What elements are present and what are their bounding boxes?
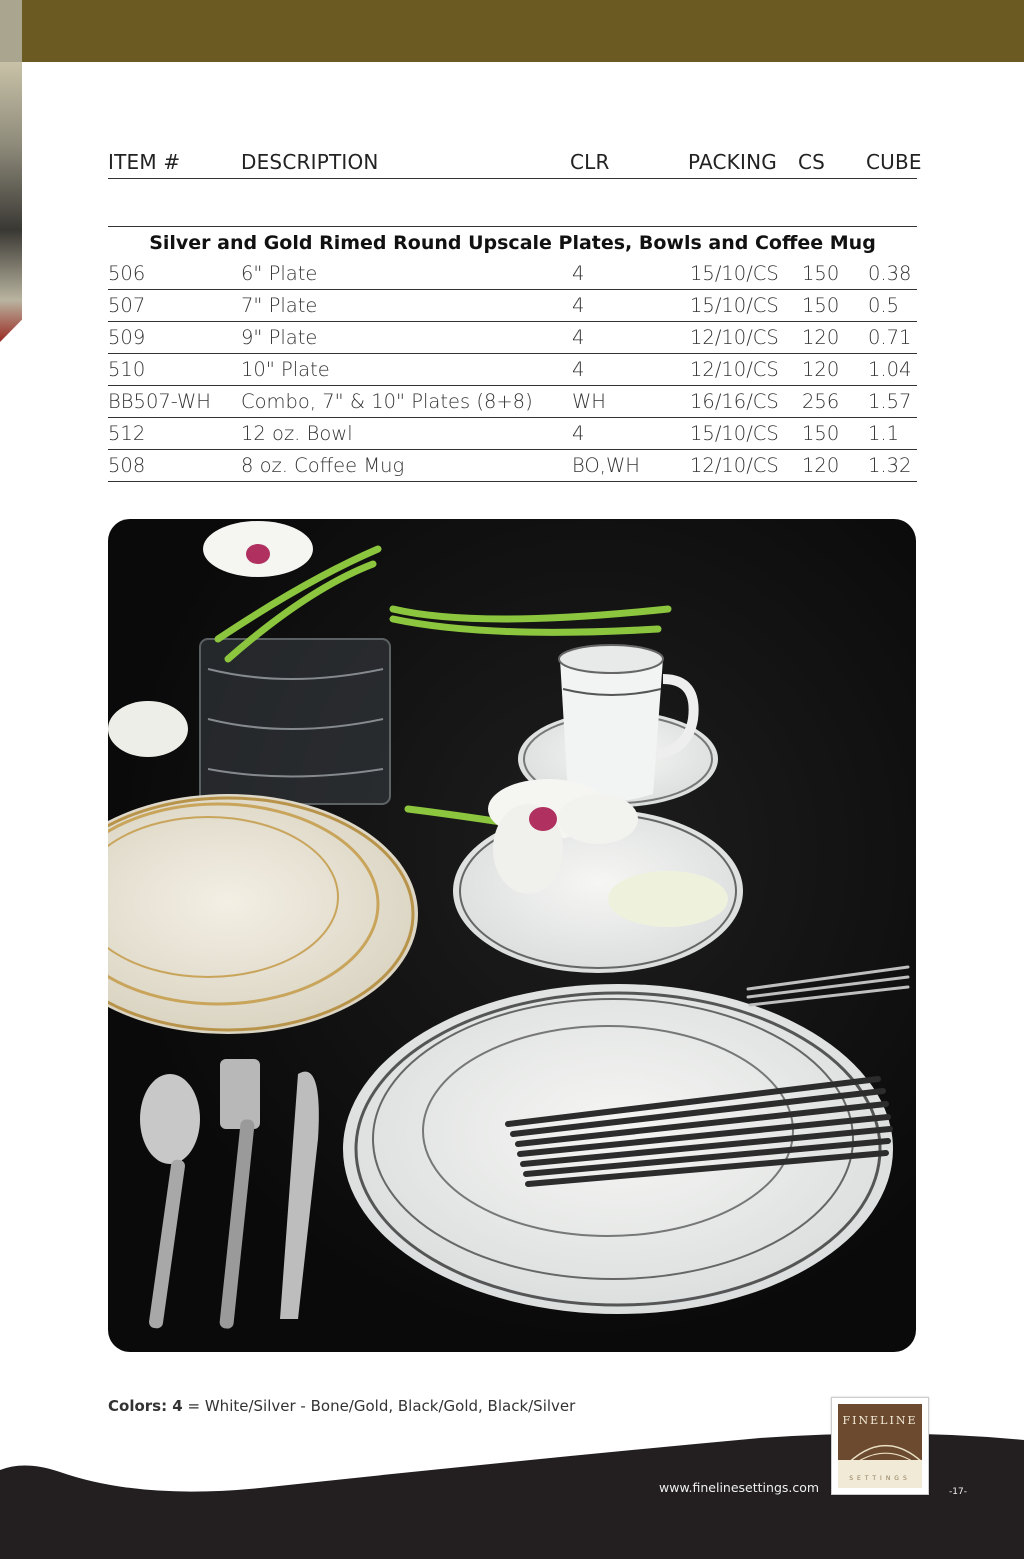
cell-item: 507 bbox=[108, 294, 146, 317]
cell-clr: 4 bbox=[572, 294, 585, 317]
cell-cs: 120 bbox=[802, 358, 840, 381]
cutlery-set bbox=[140, 1059, 319, 1329]
fineline-logo bbox=[831, 1397, 929, 1495]
cell-description: 7" Plate bbox=[241, 294, 318, 317]
logo-bottom-band bbox=[838, 1460, 922, 1488]
cell-cs: 256 bbox=[802, 390, 840, 413]
product-table bbox=[108, 258, 917, 482]
cell-item: 510 bbox=[108, 358, 146, 381]
cell-clr: WH bbox=[572, 390, 606, 413]
gold-rim-plates bbox=[108, 794, 418, 1034]
cell-item: BB507-WH bbox=[108, 390, 211, 413]
cell-cube: 1.32 bbox=[868, 454, 912, 477]
table-row bbox=[108, 354, 917, 386]
product-photo bbox=[108, 519, 916, 1352]
section-title: Silver and Gold Rimed Round Upscale Plates, Bowls and Coffee Mug bbox=[108, 226, 917, 259]
header-item: ITEM # bbox=[108, 150, 181, 174]
cell-cube: 1.57 bbox=[868, 390, 912, 413]
cell-cube: 1.1 bbox=[868, 422, 900, 445]
cell-cs: 150 bbox=[802, 262, 840, 285]
cell-packing: 12/10/CS bbox=[690, 358, 779, 381]
fork-bundle-back bbox=[748, 967, 908, 1005]
cell-cs: 150 bbox=[802, 294, 840, 317]
header-bar bbox=[0, 0, 1024, 62]
cell-clr: 4 bbox=[572, 326, 585, 349]
cell-cs: 120 bbox=[802, 326, 840, 349]
side-image-strip bbox=[0, 62, 22, 342]
cell-item: 506 bbox=[108, 262, 146, 285]
side-image-edge bbox=[0, 0, 22, 62]
table-header bbox=[108, 148, 922, 179]
cell-cube: 1.04 bbox=[868, 358, 912, 381]
table-row bbox=[108, 386, 917, 418]
cell-packing: 16/16/CS bbox=[690, 390, 779, 413]
header-cs: CS bbox=[798, 150, 826, 174]
cell-packing: 15/10/CS bbox=[690, 294, 779, 317]
header-description: DESCRIPTION bbox=[241, 150, 379, 174]
cell-item: 508 bbox=[108, 454, 146, 477]
cell-description: 6" Plate bbox=[241, 262, 318, 285]
table-row bbox=[108, 418, 917, 450]
cell-cs: 120 bbox=[802, 454, 840, 477]
header-cube: CUBE bbox=[866, 150, 922, 174]
table-row bbox=[108, 322, 917, 354]
cell-clr: 4 bbox=[572, 262, 585, 285]
logo-top-text: FINELINE bbox=[842, 1414, 918, 1427]
cell-cube: 0.38 bbox=[868, 262, 912, 285]
header-packing: PACKING bbox=[688, 150, 777, 174]
cell-item: 512 bbox=[108, 422, 146, 445]
cell-clr: 4 bbox=[572, 358, 585, 381]
colors-note bbox=[108, 1397, 575, 1415]
cell-item: 509 bbox=[108, 326, 146, 349]
colors-note-label: Colors: 4 bbox=[108, 1397, 183, 1415]
cell-description: 9" Plate bbox=[241, 326, 318, 349]
logo-bottom-text: SETTINGS bbox=[849, 1475, 911, 1482]
cell-clr: BO,WH bbox=[572, 454, 640, 477]
cell-description: 12 oz. Bowl bbox=[241, 422, 353, 445]
glass-vase bbox=[200, 639, 390, 804]
cell-cube: 0.5 bbox=[868, 294, 900, 317]
cell-packing: 12/10/CS bbox=[690, 326, 779, 349]
cell-description: 8 oz. Coffee Mug bbox=[241, 454, 405, 477]
colors-note-text: = White/Silver - Bone/Gold, Black/Gold, Black/Silver bbox=[182, 1397, 576, 1415]
table-row bbox=[108, 258, 917, 290]
website-link[interactable]: www.finelinesettings.com bbox=[659, 1480, 820, 1495]
cell-description: 10" Plate bbox=[241, 358, 330, 381]
table-row bbox=[108, 450, 917, 482]
page-number: -17- bbox=[949, 1487, 967, 1497]
cell-cube: 0.71 bbox=[868, 326, 912, 349]
cell-cs: 150 bbox=[802, 422, 840, 445]
table-row bbox=[108, 290, 917, 322]
tableware-illustration bbox=[108, 519, 916, 1352]
cell-packing: 15/10/CS bbox=[690, 262, 779, 285]
cell-clr: 4 bbox=[572, 422, 585, 445]
cell-packing: 15/10/CS bbox=[690, 422, 779, 445]
header-clr: CLR bbox=[570, 150, 610, 174]
cell-description: Combo, 7" & 10" Plates (8+8) bbox=[241, 390, 533, 413]
cell-packing: 12/10/CS bbox=[690, 454, 779, 477]
